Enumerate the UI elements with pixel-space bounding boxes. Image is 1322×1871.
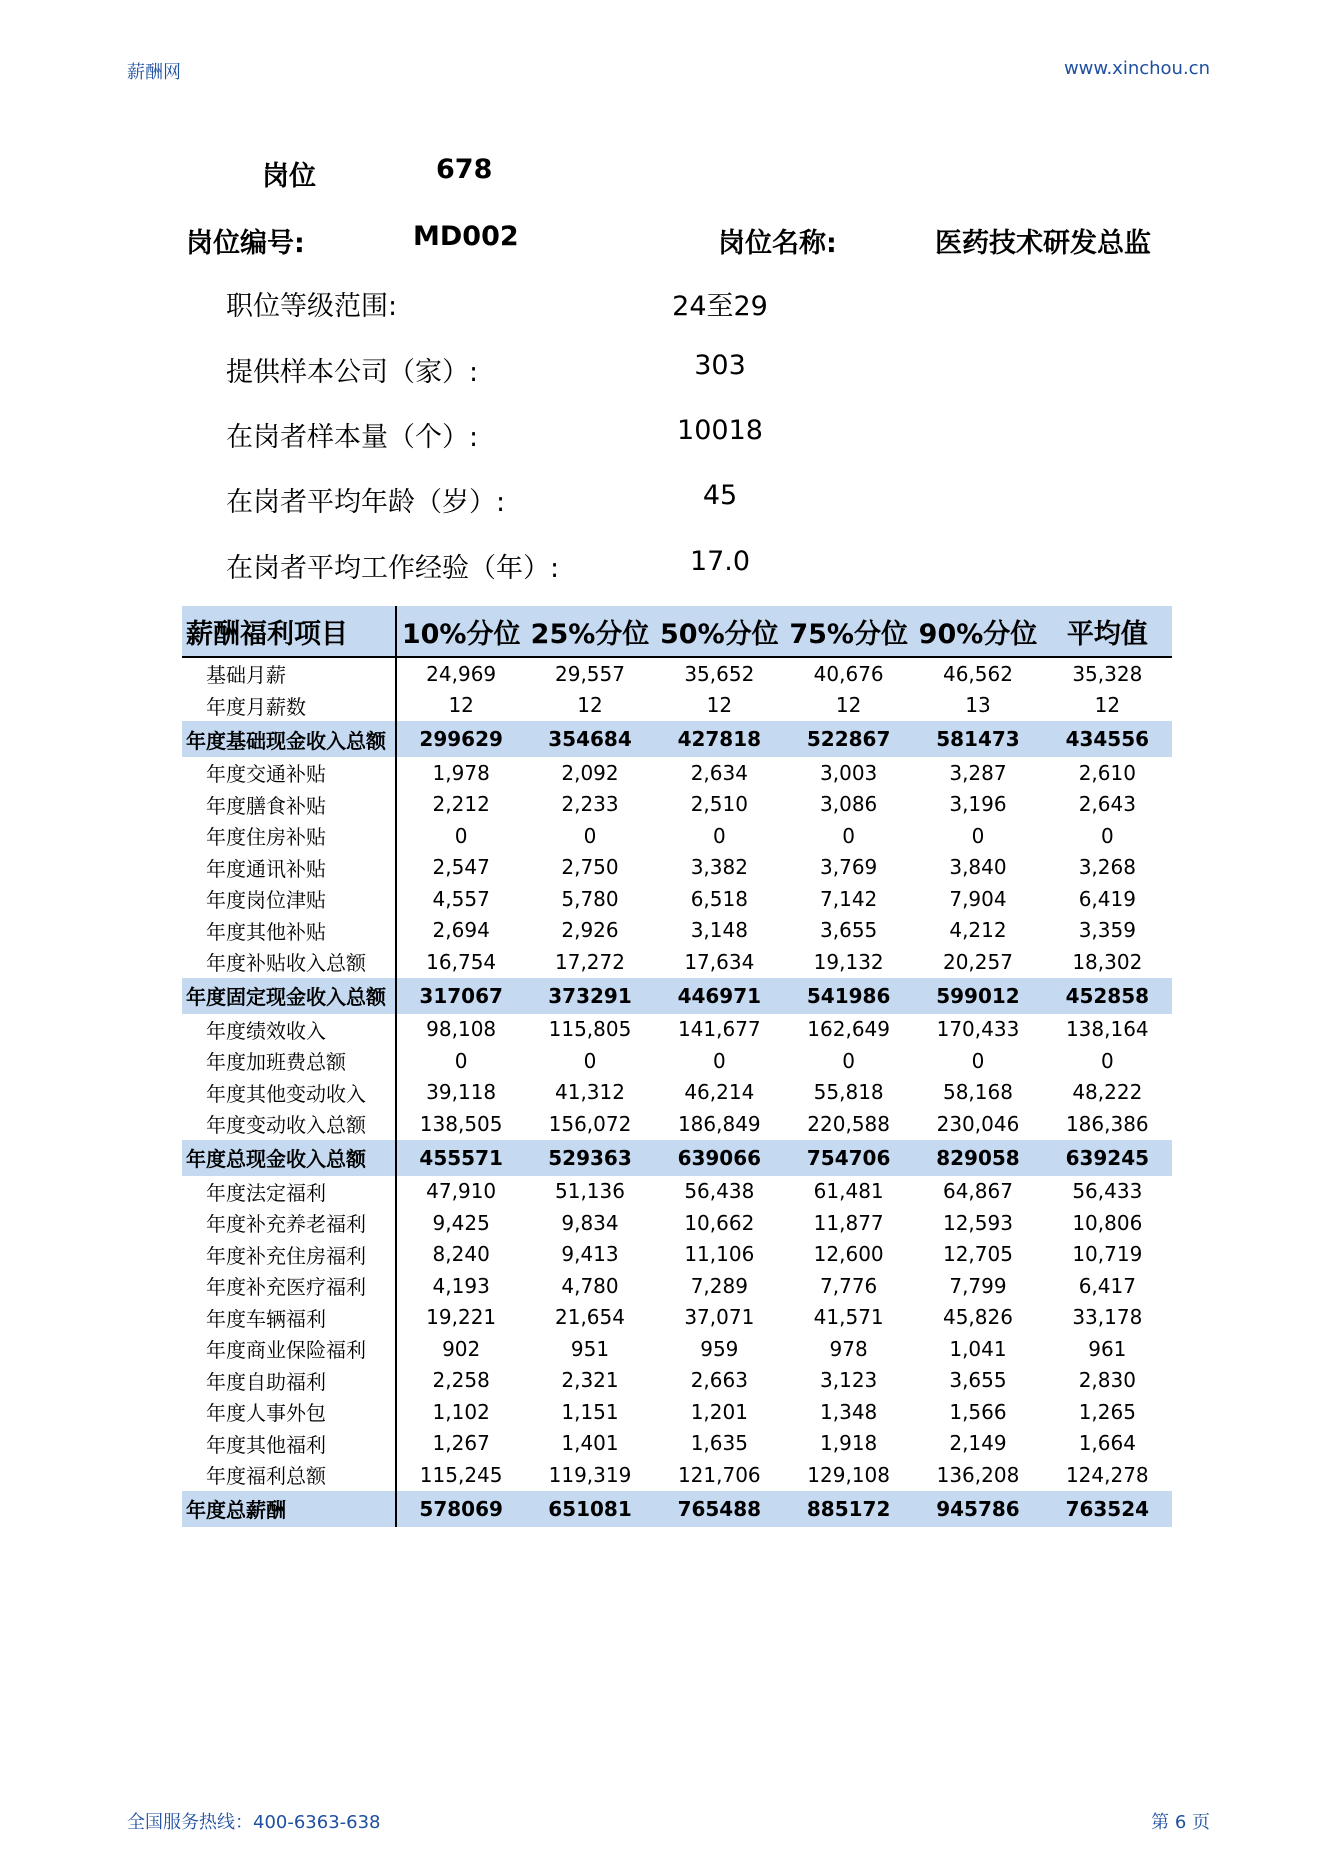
table-cell: 2,926 — [561, 918, 619, 943]
row-label: 年度交通补贴 — [182, 757, 396, 789]
table-cell: 10,719 — [1072, 1242, 1143, 1267]
job-name-value: 医药技术研发总监 — [935, 228, 1151, 259]
row-label: 年度补充医疗福利 — [182, 1270, 396, 1302]
table-cell: 10,662 — [684, 1210, 755, 1235]
table-cell: 3,359 — [1078, 918, 1136, 943]
row-label: 年度商业保险福利 — [182, 1333, 396, 1365]
table-cell: 35,328 — [1072, 661, 1143, 686]
page-number: 第 6 页 — [1151, 1812, 1210, 1833]
info-value: 45 — [702, 480, 738, 511]
info-label: 提供样本公司（家）: — [226, 357, 479, 388]
table-cell: 0 — [971, 1048, 985, 1073]
table-cell: 2,149 — [949, 1431, 1007, 1456]
table-cell: 21,654 — [555, 1305, 625, 1330]
table-cell: 3,840 — [949, 855, 1007, 880]
table-row — [182, 915, 1172, 947]
info-label: 职位等级范围: — [226, 291, 398, 322]
table-cell: 9,425 — [432, 1210, 490, 1235]
table-cell: 2,233 — [561, 792, 619, 817]
job-title-value: 678 — [436, 154, 493, 185]
site-name: 薪酬网 — [127, 62, 181, 83]
row-label: 年度通讯补贴 — [182, 852, 396, 884]
row-label: 年度自助福利 — [182, 1365, 396, 1397]
column-header: 平均值 — [1043, 606, 1172, 657]
table-summary-row — [182, 1140, 1172, 1176]
table-cell: 7,904 — [949, 886, 1007, 911]
table-cell: 0 — [583, 1048, 597, 1073]
table-cell: 639066 — [655, 1140, 784, 1176]
info-value: 10018 — [677, 415, 763, 446]
table-cell: 7,799 — [949, 1273, 1007, 1298]
table-cell: 18,302 — [1072, 949, 1143, 974]
table-cell: 24,969 — [426, 661, 497, 686]
table-cell: 115,805 — [548, 1017, 632, 1042]
table-cell: 541986 — [784, 978, 913, 1014]
table-cell: 10,806 — [1072, 1210, 1143, 1235]
row-label: 年度固定现金收入总额 — [182, 978, 396, 1014]
row-label: 年度补贴收入总额 — [182, 946, 396, 978]
table-cell: 55,818 — [813, 1080, 884, 1105]
row-label: 年度岗位津贴 — [182, 883, 396, 915]
row-label: 基础月薪 — [182, 657, 396, 690]
table-row — [182, 852, 1172, 884]
table-cell: 3,655 — [949, 1368, 1007, 1393]
table-cell: 138,164 — [1065, 1017, 1149, 1042]
table-row — [182, 1270, 1172, 1302]
table-cell: 56,438 — [684, 1179, 755, 1204]
table-cell: 0 — [583, 823, 597, 848]
table-cell: 0 — [971, 823, 985, 848]
hotline: 全国服务热线：400-6363-638 — [127, 1812, 381, 1833]
table-cell: 4,780 — [561, 1273, 619, 1298]
table-cell: 1,041 — [949, 1336, 1007, 1361]
column-header: 50%分位 — [655, 606, 784, 657]
table-cell: 945786 — [913, 1491, 1042, 1527]
row-label: 年度福利总额 — [182, 1459, 396, 1491]
table-cell: 1,401 — [561, 1431, 619, 1456]
table-cell: 373291 — [525, 978, 654, 1014]
table-header-row — [182, 606, 1172, 657]
table-cell: 0 — [454, 1048, 468, 1073]
table-cell: 578069 — [396, 1491, 525, 1527]
table-cell: 2,663 — [690, 1368, 748, 1393]
table-cell: 2,830 — [1078, 1368, 1136, 1393]
table-cell: 220,588 — [807, 1111, 890, 1136]
table-cell: 41,312 — [555, 1080, 625, 1105]
table-cell: 48,222 — [1072, 1080, 1143, 1105]
table-cell: 29,557 — [555, 661, 625, 686]
table-cell: 522867 — [784, 721, 913, 757]
column-header: 75%分位 — [784, 606, 913, 657]
table-cell: 12 — [577, 693, 603, 718]
table-cell: 446971 — [655, 978, 784, 1014]
table-cell: 46,562 — [942, 661, 1013, 686]
table-cell: 6,419 — [1078, 886, 1136, 911]
row-label: 年度膳食补贴 — [182, 789, 396, 821]
table-cell: 599012 — [913, 978, 1042, 1014]
job-code-label: 岗位编号: — [186, 228, 305, 259]
table-cell: 1,978 — [432, 760, 490, 785]
table-cell: 138,505 — [419, 1111, 503, 1136]
table-cell: 0 — [1100, 1048, 1114, 1073]
table-row — [182, 946, 1172, 978]
table-cell: 3,769 — [820, 855, 878, 880]
table-cell: 3,287 — [949, 760, 1007, 785]
table-cell: 951 — [570, 1336, 610, 1361]
table-cell: 47,910 — [426, 1179, 497, 1204]
table-cell: 19,221 — [426, 1305, 497, 1330]
table-cell: 7,142 — [820, 886, 878, 911]
column-header: 90%分位 — [913, 606, 1042, 657]
row-label: 年度法定福利 — [182, 1176, 396, 1208]
job-code-value: MD002 — [413, 221, 519, 252]
row-label: 年度其他补贴 — [182, 915, 396, 947]
row-label: 年度总薪酬 — [182, 1491, 396, 1527]
table-cell: 651081 — [525, 1491, 654, 1527]
table-cell: 763524 — [1043, 1491, 1172, 1527]
table-cell: 2,634 — [690, 760, 748, 785]
table-cell: 19,132 — [813, 949, 884, 974]
table-cell: 9,834 — [561, 1210, 619, 1235]
table-cell: 581473 — [913, 721, 1042, 757]
table-cell: 1,151 — [561, 1399, 619, 1424]
column-header: 薪酬福利项目 — [182, 606, 396, 657]
table-row — [182, 820, 1172, 852]
table-cell: 9,413 — [561, 1242, 619, 1267]
row-label: 年度月薪数 — [182, 690, 396, 722]
table-cell: 12 — [448, 693, 474, 718]
table-cell: 186,849 — [677, 1111, 761, 1136]
table-cell: 20,257 — [942, 949, 1013, 974]
table-cell: 12 — [835, 693, 862, 718]
table-cell: 119,319 — [548, 1462, 632, 1487]
table-row — [182, 1239, 1172, 1271]
table-row — [182, 1396, 1172, 1428]
table-cell: 129,108 — [807, 1462, 890, 1487]
table-cell: 0 — [712, 1048, 726, 1073]
table-cell: 3,196 — [949, 792, 1007, 817]
table-row — [182, 1333, 1172, 1365]
table-cell: 452858 — [1043, 978, 1172, 1014]
row-label: 年度其他变动收入 — [182, 1077, 396, 1109]
table-cell: 115,245 — [419, 1462, 503, 1487]
table-cell: 4,212 — [949, 918, 1007, 943]
info-label: 在岗者平均年龄（岁）: — [226, 487, 506, 518]
table-row — [182, 657, 1172, 690]
table-row — [182, 690, 1172, 722]
salary-table — [182, 606, 1172, 1527]
table-cell: 230,046 — [936, 1111, 1020, 1136]
row-label: 年度住房补贴 — [182, 820, 396, 852]
table-summary-row — [182, 978, 1172, 1014]
table-cell: 12,600 — [813, 1242, 884, 1267]
table-cell: 2,643 — [1078, 792, 1136, 817]
table-cell: 35,652 — [684, 661, 755, 686]
table-cell: 455571 — [396, 1140, 525, 1176]
table-cell: 156,072 — [548, 1111, 632, 1136]
table-cell: 2,258 — [432, 1368, 490, 1393]
table-cell: 0 — [712, 823, 726, 848]
table-cell: 434556 — [1043, 721, 1172, 757]
table-cell: 2,694 — [432, 918, 490, 943]
job-title-label: 岗位 — [262, 161, 316, 192]
row-label: 年度绩效收入 — [182, 1014, 396, 1046]
table-cell: 2,321 — [561, 1368, 619, 1393]
table-cell: 4,557 — [432, 886, 490, 911]
table-cell: 17,634 — [684, 949, 755, 974]
table-cell: 170,433 — [936, 1017, 1020, 1042]
table-cell: 1,201 — [690, 1399, 748, 1424]
table-cell: 317067 — [396, 978, 525, 1014]
job-name-label: 岗位名称: — [718, 228, 837, 259]
table-cell: 3,382 — [690, 855, 748, 880]
table-row — [182, 883, 1172, 915]
table-cell: 765488 — [655, 1491, 784, 1527]
table-cell: 0 — [842, 823, 856, 848]
table-cell: 124,278 — [1065, 1462, 1149, 1487]
table-cell: 1,102 — [432, 1399, 490, 1424]
table-cell: 12 — [706, 693, 733, 718]
table-cell: 1,635 — [690, 1431, 748, 1456]
table-cell: 45,826 — [942, 1305, 1013, 1330]
table-cell: 639245 — [1043, 1140, 1172, 1176]
table-cell: 3,123 — [820, 1368, 878, 1393]
table-cell: 8,240 — [432, 1242, 490, 1267]
table-cell: 2,610 — [1078, 760, 1136, 785]
info-label: 在岗者样本量（个）: — [226, 422, 479, 453]
table-cell: 427818 — [655, 721, 784, 757]
table-cell: 6,518 — [690, 886, 748, 911]
table-cell: 12,705 — [942, 1242, 1013, 1267]
table-cell: 7,776 — [820, 1273, 878, 1298]
row-label: 年度总现金收入总额 — [182, 1140, 396, 1176]
table-cell: 299629 — [396, 721, 525, 757]
table-row — [182, 1459, 1172, 1491]
row-label: 年度补充住房福利 — [182, 1239, 396, 1271]
table-cell: 2,547 — [432, 855, 490, 880]
table-cell: 41,571 — [813, 1305, 884, 1330]
table-cell: 3,086 — [820, 792, 878, 817]
table-cell: 7,289 — [690, 1273, 748, 1298]
table-cell: 162,649 — [807, 1017, 890, 1042]
table-cell: 2,750 — [561, 855, 619, 880]
table-cell: 1,265 — [1078, 1399, 1136, 1424]
table-summary-row — [182, 721, 1172, 757]
table-cell: 64,867 — [942, 1179, 1013, 1204]
site-url[interactable]: www.xinchou.cn — [1063, 58, 1210, 79]
table-cell: 56,433 — [1072, 1179, 1143, 1204]
table-cell: 39,118 — [426, 1080, 497, 1105]
table-cell: 33,178 — [1072, 1305, 1143, 1330]
table-cell: 959 — [700, 1336, 739, 1361]
table-cell: 3,148 — [690, 918, 748, 943]
table-cell: 0 — [842, 1048, 856, 1073]
table-row — [182, 1077, 1172, 1109]
table-row — [182, 757, 1172, 789]
table-cell: 1,664 — [1078, 1431, 1136, 1456]
table-summary-row — [182, 1491, 1172, 1527]
info-label: 在岗者平均工作经验（年）: — [226, 553, 560, 584]
table-cell: 2,092 — [561, 760, 619, 785]
table-cell: 2,212 — [432, 792, 490, 817]
table-row — [182, 1045, 1172, 1077]
table-cell: 16,754 — [426, 949, 497, 974]
table-cell: 186,386 — [1065, 1111, 1149, 1136]
table-cell: 0 — [454, 823, 468, 848]
table-cell: 4,193 — [432, 1273, 490, 1298]
table-cell: 40,676 — [813, 661, 884, 686]
table-row — [182, 1108, 1172, 1140]
table-cell: 961 — [1088, 1336, 1127, 1361]
table-cell: 354684 — [525, 721, 654, 757]
table-cell: 3,268 — [1078, 855, 1136, 880]
column-header: 25%分位 — [525, 606, 654, 657]
row-label: 年度补充养老福利 — [182, 1207, 396, 1239]
table-cell: 3,655 — [820, 918, 878, 943]
row-label: 年度人事外包 — [182, 1396, 396, 1428]
table-cell: 754706 — [784, 1140, 913, 1176]
table-cell: 12,593 — [942, 1210, 1013, 1235]
info-value: 17.0 — [689, 546, 751, 577]
row-label: 年度变动收入总额 — [182, 1108, 396, 1140]
table-body — [182, 657, 1172, 1527]
table-cell: 2,510 — [690, 792, 748, 817]
table-row — [182, 1365, 1172, 1397]
table-cell: 5,780 — [561, 886, 619, 911]
table-cell: 11,106 — [684, 1242, 755, 1267]
table-cell: 3,003 — [820, 760, 878, 785]
row-label: 年度车辆福利 — [182, 1302, 396, 1334]
info-value: 24至29 — [672, 291, 768, 322]
table-row — [182, 1302, 1172, 1334]
table-cell: 58,168 — [942, 1080, 1013, 1105]
table-cell: 978 — [829, 1336, 868, 1361]
row-label: 年度其他福利 — [182, 1428, 396, 1460]
table-cell: 902 — [442, 1336, 481, 1361]
table-cell: 6,417 — [1078, 1273, 1136, 1298]
table-row — [182, 1014, 1172, 1046]
table-cell: 51,136 — [555, 1179, 625, 1204]
table-cell: 1,348 — [820, 1399, 878, 1424]
table-cell: 1,566 — [949, 1399, 1007, 1424]
table-row — [182, 1176, 1172, 1208]
table-cell: 37,071 — [684, 1305, 755, 1330]
table-row — [182, 1207, 1172, 1239]
table-cell: 136,208 — [936, 1462, 1020, 1487]
table-row — [182, 789, 1172, 821]
table-cell: 61,481 — [813, 1179, 884, 1204]
row-label: 年度基础现金收入总额 — [182, 721, 396, 757]
table-cell: 1,918 — [820, 1431, 878, 1456]
info-value: 303 — [694, 350, 746, 381]
table-row — [182, 1428, 1172, 1460]
table-cell: 1,267 — [432, 1431, 490, 1456]
table-cell: 46,214 — [684, 1080, 755, 1105]
row-label: 年度加班费总额 — [182, 1045, 396, 1077]
table-cell: 17,272 — [555, 949, 625, 974]
column-header: 10%分位 — [396, 606, 525, 657]
table-cell: 13 — [965, 693, 991, 718]
table-cell: 829058 — [913, 1140, 1042, 1176]
table-cell: 121,706 — [677, 1462, 761, 1487]
table-cell: 529363 — [525, 1140, 654, 1176]
table-cell: 141,677 — [677, 1017, 761, 1042]
table-cell: 12 — [1094, 693, 1121, 718]
table-cell: 885172 — [784, 1491, 913, 1527]
table-cell: 0 — [1100, 823, 1114, 848]
table-cell: 11,877 — [813, 1210, 884, 1235]
table-cell: 98,108 — [426, 1017, 497, 1042]
